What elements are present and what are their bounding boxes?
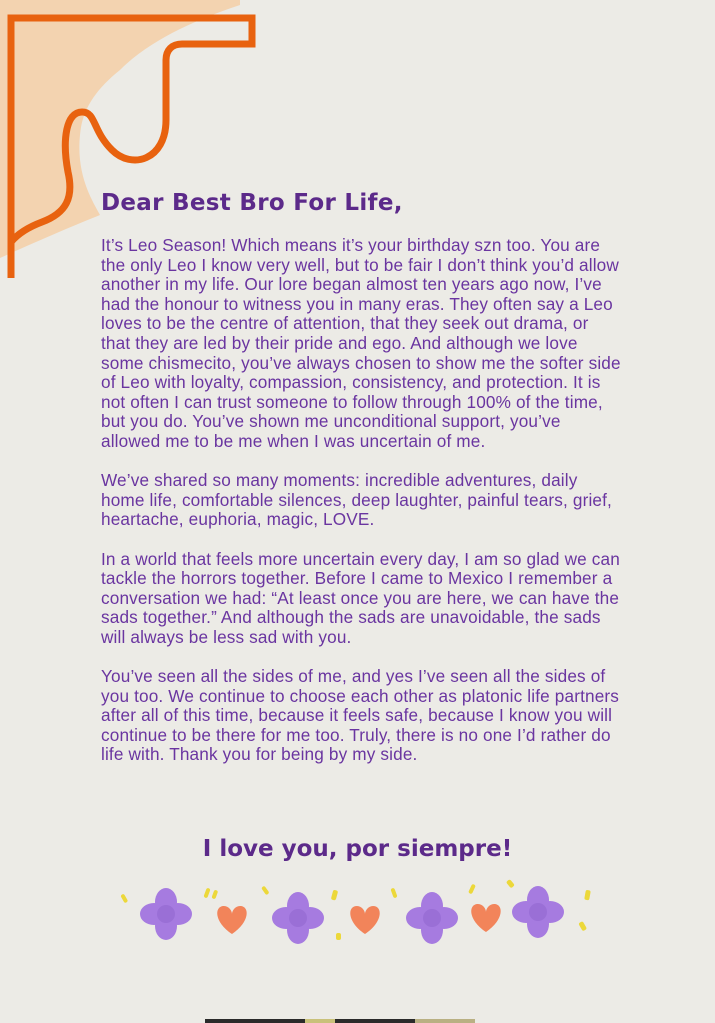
closing-line: I love you, por siempre! <box>202 836 513 862</box>
flower-icon <box>406 892 458 944</box>
flower-icon <box>140 888 192 940</box>
letter-body <box>101 236 621 785</box>
letter-paragraph: You’ve seen all the sides of me, and yes I’ve seen all the sides of you too. We continue to choose each other as platonic life partners after all of this time, because it feels safe, because I know you will continue to be there for me too. Truly, there is no one I’d rather do life with. Thank you for being by my side. <box>101 666 620 765</box>
letter-paragraph: We’ve shared so many moments: incredible adventures, daily home life, comfortable silences, deep laughter, painful tears, grief, heartache, euphoria, magic, LOVE. <box>101 470 612 530</box>
tape-strip <box>205 1019 475 1023</box>
corner-peach-shape <box>0 0 240 258</box>
heart-icon <box>217 906 246 934</box>
flower-icon <box>272 892 324 944</box>
letter-paragraph: In a world that feels more uncertain every day, I am so glad we can tackle the horrors together. Before I came to Mexico I remember a conversation we had: “At least once you are here, we can have the sads together.” And although the sads are unavoidable, the sads will always be less sad with you. <box>101 548 620 647</box>
heart-icon <box>350 906 379 934</box>
flowers-hearts-decoration <box>110 878 605 950</box>
greeting-heading: Dear Best Bro For Life, <box>101 190 403 216</box>
flower-icon <box>512 886 564 938</box>
heart-icon <box>471 904 500 932</box>
letter-paragraph: It’s Leo Season! Which means it’s your birthday szn too. You are the only Leo I know very well, but to be fair I don’t think you’d allow another in my life. Our lore began almost ten years ago now, I’ve had the honour to witness you in many eras. They often say a Leo loves to be the centre of attention, that they seek out drama, or that they are led by their pride and ego. And although we love some chismecito, you’ve always chosen to show me the softer side of Leo with loyalty, compassion, consistency, and protection. It is not often I can trust someone to follow through 100% of the time, but you do. You’ve shown me unconditional support, you’ve allowed me to be me when I was uncertain of me. <box>101 235 621 451</box>
